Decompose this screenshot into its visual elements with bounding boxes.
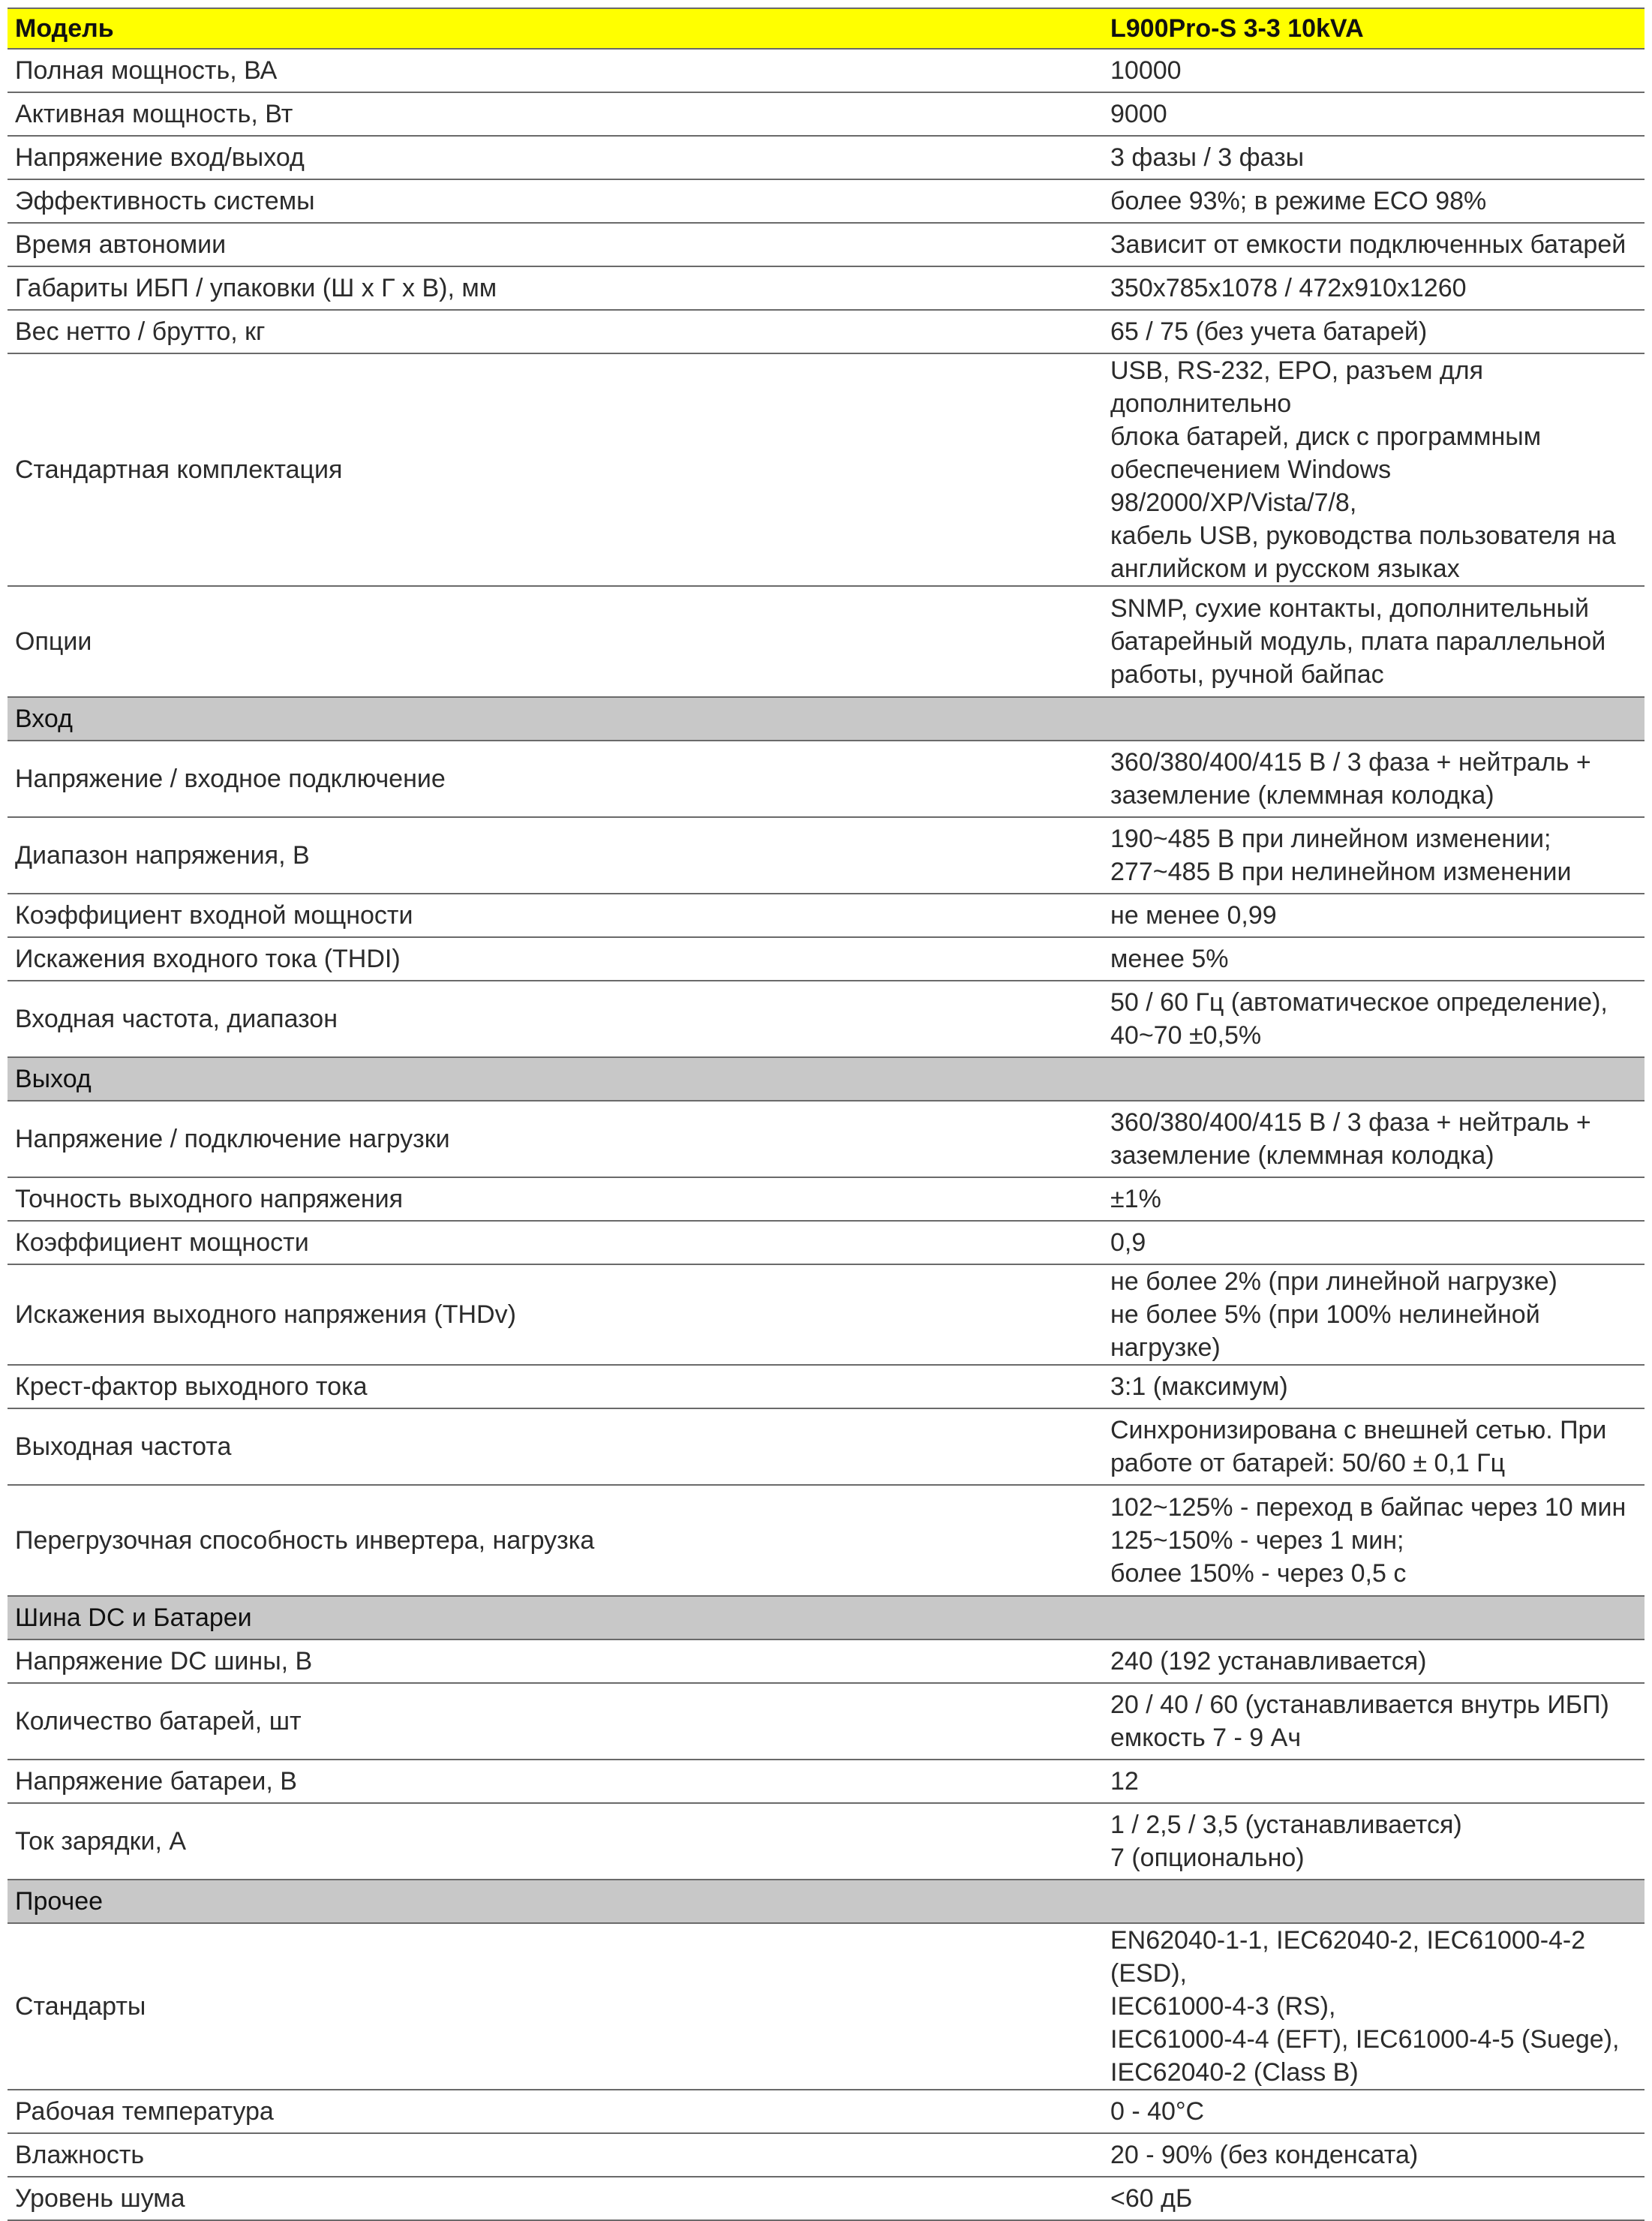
section-header-row (8, 1880, 1644, 1923)
table-header-row (8, 8, 1644, 49)
table-row (8, 2090, 1644, 2133)
spec-value: 10000 (1103, 49, 1644, 92)
table-row (8, 894, 1644, 937)
table-row (8, 179, 1644, 223)
section-title: Шина DC и Батареи (8, 1596, 1103, 1639)
spec-value: 0 - 40°C (1103, 2090, 1644, 2133)
table-row (8, 1803, 1644, 1880)
spec-value: 50 / 60 Гц (автоматическое определение), 40~70 ±0,5% (1103, 981, 1644, 1057)
spec-label: Коэффициент входной мощности (8, 894, 1103, 937)
spec-label: Рабочая температура (8, 2090, 1103, 2133)
spec-value: 190~485 В при линейном изменении; 277~485 В при нелинейном изменении (1103, 817, 1644, 894)
spec-value: более 93%; в режиме ECO 98% (1103, 179, 1644, 223)
header-model-value: L900Pro-S 3-3 10kVA (1103, 8, 1644, 49)
table-row (8, 2177, 1644, 2220)
spec-label: Уровень шума (8, 2177, 1103, 2220)
spec-label: Искажения входного тока (THDI) (8, 937, 1103, 981)
table-row (8, 1101, 1644, 1177)
table-row (8, 1923, 1644, 2090)
spec-value: менее 5% (1103, 937, 1644, 981)
spec-value: <60 дБ (1103, 2177, 1644, 2220)
table-row (8, 2133, 1644, 2177)
table-row (8, 1221, 1644, 1264)
section-header-row (8, 1057, 1644, 1101)
spec-value: 20 - 90% (без конденсата) (1103, 2133, 1644, 2177)
spec-value: SNMP, сухие контакты, дополнительный батарейный модуль, плата параллельной работы, ручной байпас (1103, 586, 1644, 697)
spec-label: Полная мощность, ВА (8, 49, 1103, 92)
spec-value: Синхронизирована с внешней сетью. При работе от батарей: 50/60 ± 0,1 Гц (1103, 1408, 1644, 1485)
section-value (1103, 1057, 1644, 1101)
table-row (8, 741, 1644, 817)
spec-value: не менее 0,99 (1103, 894, 1644, 937)
table-row (8, 817, 1644, 894)
table-row (8, 136, 1644, 179)
spec-label: Время автономии (8, 223, 1103, 266)
section-value (1103, 1596, 1644, 1639)
table-row (8, 1408, 1644, 1485)
spec-label: Эффективность системы (8, 179, 1103, 223)
spec-label: Напряжение вход/выход (8, 136, 1103, 179)
spec-value: 350x785x1078 / 472x910x1260 (1103, 266, 1644, 310)
spec-value: USB, RS-232, EPO, разъем для дополнительно блока батарей, диск с программным обеспечением Windows 98/2000/XP/Vista/7/8, кабель USB, руководства пользователя на английском и русском языках (1103, 353, 1644, 586)
table-row (8, 92, 1644, 136)
table-row (8, 310, 1644, 353)
spec-value: 0,9 (1103, 1221, 1644, 1264)
spec-label: Диапазон напряжения, В (8, 817, 1103, 894)
spec-label: Ток зарядки, А (8, 1803, 1103, 1880)
table-row (8, 937, 1644, 981)
spec-value: 20 / 40 / 60 (устанавливается внутрь ИБП) емкость 7 - 9 Ач (1103, 1683, 1644, 1760)
table-row (8, 1683, 1644, 1760)
section-title: Выход (8, 1057, 1103, 1101)
header-model-label: Модель (8, 8, 1103, 49)
spec-label: Перегрузочная способность инвертера, нагрузка (8, 1485, 1103, 1596)
spec-value: 9000 (1103, 92, 1644, 136)
spec-label: Габариты ИБП / упаковки (Ш х Г х В), мм (8, 266, 1103, 310)
spec-value: 360/380/400/415 В / 3 фаза + нейтраль + заземление (клеммная колодка) (1103, 741, 1644, 817)
spec-table-body (8, 8, 1644, 2220)
spec-value: ±1% (1103, 1177, 1644, 1221)
spec-label: Активная мощность, Вт (8, 92, 1103, 136)
spec-label: Влажность (8, 2133, 1103, 2177)
table-row (8, 1485, 1644, 1596)
spec-value: 102~125% - переход в байпас через 10 мин 125~150% - через 1 мин; более 150% - через 0,5 с (1103, 1485, 1644, 1596)
table-row (8, 1760, 1644, 1803)
spec-label: Входная частота, диапазон (8, 981, 1103, 1057)
table-row (8, 1639, 1644, 1683)
spec-label: Коэффициент мощности (8, 1221, 1103, 1264)
section-title: Вход (8, 697, 1103, 741)
spec-value: 12 (1103, 1760, 1644, 1803)
table-row (8, 266, 1644, 310)
table-row (8, 49, 1644, 92)
spec-value: 1 / 2,5 / 3,5 (устанавливается) 7 (опционально) (1103, 1803, 1644, 1880)
spec-label: Выходная частота (8, 1408, 1103, 1485)
spec-label: Крест-фактор выходного тока (8, 1365, 1103, 1408)
spec-label: Напряжение батареи, В (8, 1760, 1103, 1803)
spec-label: Напряжение / подключение нагрузки (8, 1101, 1103, 1177)
section-header-row (8, 697, 1644, 741)
spec-value: 65 / 75 (без учета батарей) (1103, 310, 1644, 353)
table-row (8, 1365, 1644, 1408)
table-row (8, 223, 1644, 266)
table-row (8, 1264, 1644, 1365)
spec-label: Опции (8, 586, 1103, 697)
spec-value: 360/380/400/415 В / 3 фаза + нейтраль + заземление (клеммная колодка) (1103, 1101, 1644, 1177)
spec-label: Количество батарей, шт (8, 1683, 1103, 1760)
spec-value: не более 2% (при линейной нагрузке) не более 5% (при 100% нелинейной нагрузке) (1103, 1264, 1644, 1365)
spec-label: Точность выходного напряжения (8, 1177, 1103, 1221)
spec-label: Стандартная комплектация (8, 353, 1103, 586)
spec-label: Напряжение / входное подключение (8, 741, 1103, 817)
spec-value: 240 (192 устанавливается) (1103, 1639, 1644, 1683)
spec-label: Стандарты (8, 1923, 1103, 2090)
section-title: Прочее (8, 1880, 1103, 1923)
spec-label: Напряжение DC шины, В (8, 1639, 1103, 1683)
spec-value: 3:1 (максимум) (1103, 1365, 1644, 1408)
spec-value: Зависит от емкости подключенных батарей (1103, 223, 1644, 266)
section-value (1103, 1880, 1644, 1923)
spec-label: Вес нетто / брутто, кг (8, 310, 1103, 353)
table-row (8, 1177, 1644, 1221)
table-row (8, 586, 1644, 697)
table-row (8, 981, 1644, 1057)
table-row (8, 353, 1644, 586)
spec-label: Искажения выходного напряжения (THDv) (8, 1264, 1103, 1365)
section-header-row (8, 1596, 1644, 1639)
spec-table (8, 8, 1644, 2221)
spec-value: 3 фазы / 3 фазы (1103, 136, 1644, 179)
spec-value: EN62040-1-1, IEC62040-2, IEC61000-4-2 (ESD), IEC61000-4-3 (RS), IEC61000-4-4 (EFT), IEC61000-4-5 (Suege), IEC62040-2 (Class B) (1103, 1923, 1644, 2090)
section-value (1103, 697, 1644, 741)
